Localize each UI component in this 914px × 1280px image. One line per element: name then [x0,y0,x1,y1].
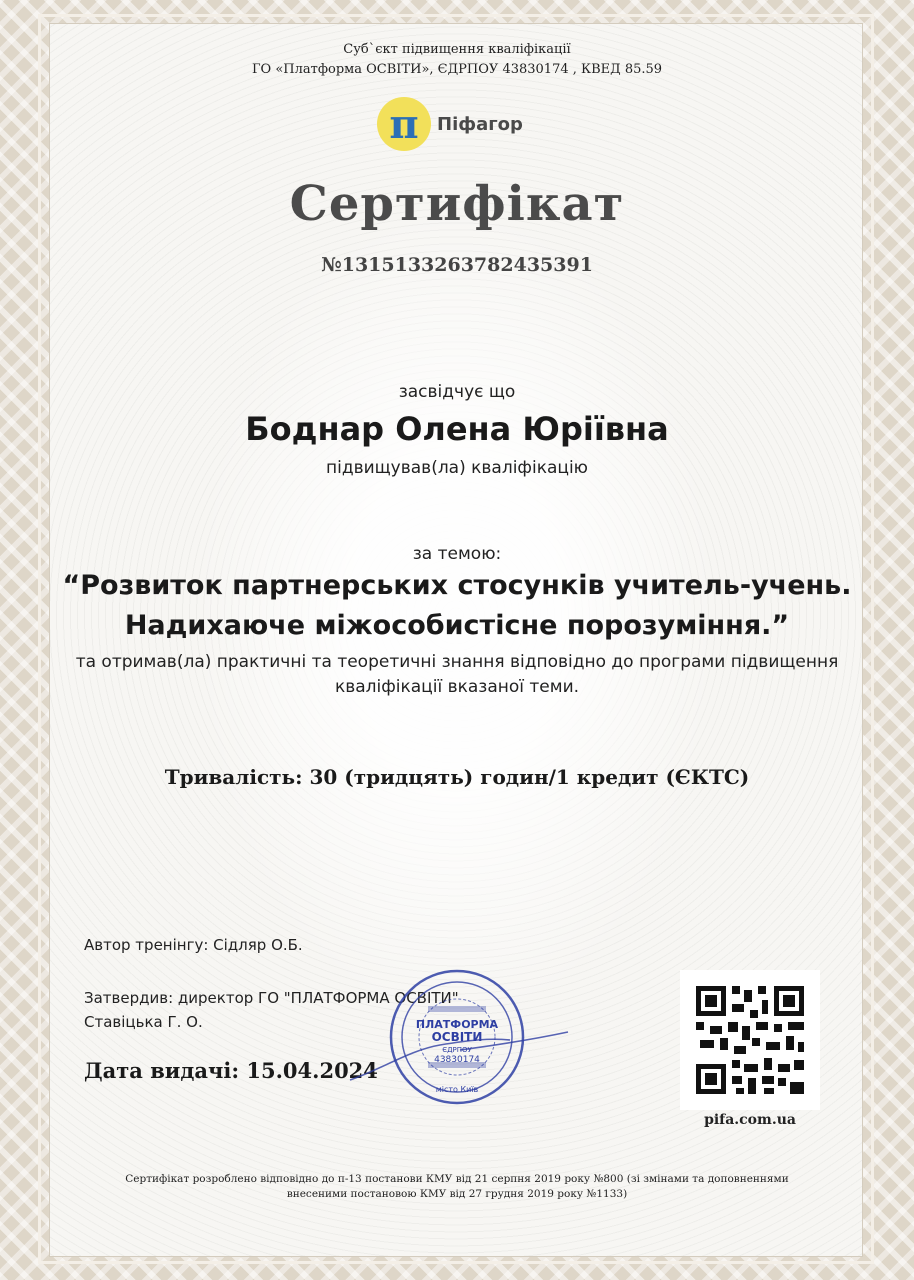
pi-icon: π [377,97,431,151]
issuer-block [0,40,914,80]
qr-url[interactable]: pifa.com.ua [704,1112,796,1128]
certificate-number: №1315133263782435391 [321,254,593,276]
director-signature [340,1010,580,1100]
improved-text: підвищував(ла) кваліфікацію [326,458,588,478]
issuer-line-1: Суб`єкт підвищення кваліфікації [343,42,571,57]
issue-date: Дата видачі: 15.04.2024 [84,1058,378,1083]
duration-text: Тривалість: 30 (тридцять) годин/1 кредит (ЄКТС) [164,765,750,789]
logo-name: Піфагор [437,113,523,135]
stamp-line-4: 43830174 [434,1055,480,1065]
topic-label: за темою: [412,544,502,564]
qr-code[interactable] [680,970,820,1110]
stamp-bottom: місто Київ [435,1085,479,1094]
stamp-line-3: ЄДРПОУ [442,1046,472,1054]
stamp-line-1: ПЛАТФОРМА [415,1018,499,1031]
footer-line-2: внесеними постановою КМУ від 27 грудня 2019 року №1133) [286,1188,628,1200]
issuer-line-2: ГО «Платформа ОСВІТИ», ЄДРПОУ 43830174 , КВЕД 85.59 [251,62,663,77]
approved-line-2: Ставіцька Г. О. [84,1013,203,1031]
stamp-line-2: ОСВІТИ [431,1030,483,1044]
certificate-title: Сертифікат [289,176,625,232]
footer-line-1: Сертифікат розроблено відповідно до п-13 постанови КМУ від 21 серпня 2019 року №800 (зі змінами та доповненнями [125,1173,789,1185]
knowledge-text: та отримав(ла) практичні та теоретичні знання відповідно до програми підвищення кваліфікації вказаної теми. [75,652,839,697]
training-author: Автор тренінгу: Сідляр О.Б. [84,936,303,954]
certifies-text: засвідчує що [398,382,516,402]
approved-line-1: Затвердив: директор ГО "ПЛАТФОРМА ОСВІТИ" [84,989,459,1007]
training-topic: “Розвиток партнерських стосунків учитель-учень. Надихаюче міжособистісне порозуміння.” [62,570,852,641]
legal-footer [100,1172,814,1202]
pifagor-logo [377,96,523,152]
recipient-name: Боднар Олена Юріївна [245,410,669,448]
